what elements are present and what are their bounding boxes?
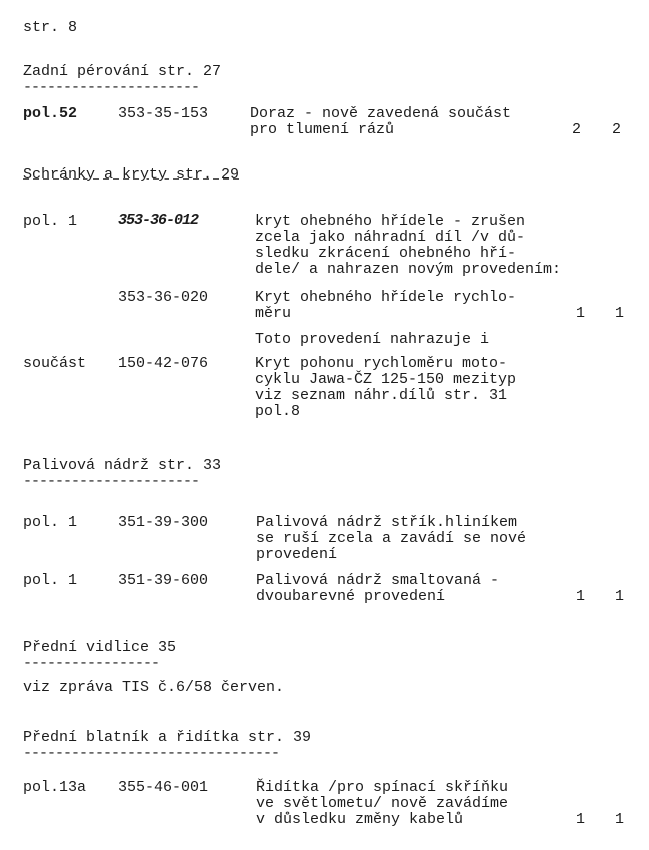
row-code: 150-42-076 bbox=[118, 355, 209, 372]
row-desc-line: pro tlumení rázů bbox=[250, 121, 395, 138]
row-pos: pol.13a bbox=[23, 779, 87, 796]
section-rule-blatnik: -------------------------------- bbox=[23, 745, 280, 762]
row-desc-line: viz seznam náhr.dílů str. 31 bbox=[255, 387, 508, 404]
row-code: 353-35-153 bbox=[118, 105, 209, 122]
row-desc-line: v důsledku změny kabelů bbox=[256, 811, 464, 828]
row-qty-2: 2 bbox=[612, 121, 622, 138]
section-heading-palivova: Palivová nádrž str. 33 bbox=[23, 457, 222, 474]
section-note-vidlice: viz zpráva TIS č.6/58 červen. bbox=[23, 679, 285, 696]
row-desc-line: Palivová nádrž smaltovaná - bbox=[256, 572, 500, 589]
row-pos: pol. 1 bbox=[23, 572, 78, 589]
row-desc-line: se ruší zcela a zavádí se nové bbox=[256, 530, 527, 547]
section-heading-schranky: Schránky a kryty str. 29 bbox=[23, 166, 240, 183]
section-heading-blatnik: Přední blatník a řidítka str. 39 bbox=[23, 729, 312, 746]
row-code-handwritten: 353-36-012 bbox=[118, 212, 199, 229]
row-qty-2: 1 bbox=[615, 588, 625, 605]
row-code: 351-39-600 bbox=[118, 572, 209, 589]
section-rule-palivova: ---------------------- bbox=[23, 473, 200, 490]
row-qty-2: 1 bbox=[615, 811, 625, 828]
row-desc-line: Řidítka /pro spínací skříňku bbox=[256, 779, 509, 796]
row-desc-line: Doraz - nově zavedená součást bbox=[250, 105, 512, 122]
row-desc-line: Kryt pohonu rychloměru moto- bbox=[255, 355, 508, 372]
page-number: str. 8 bbox=[23, 19, 78, 36]
row-desc-line: Toto provedení nahrazuje i bbox=[255, 331, 490, 348]
row-code: 353-36-020 bbox=[118, 289, 209, 306]
row-desc-line: pol.8 bbox=[255, 403, 301, 420]
row-desc-line: sledku zkrácení ohebného hří- bbox=[255, 245, 517, 262]
row-desc-line: měru bbox=[255, 305, 292, 322]
row-pos: pol. 1 bbox=[23, 213, 78, 230]
row-code: 351-39-300 bbox=[118, 514, 209, 531]
section-heading-zadni: Zadní pérování str. 27 bbox=[23, 63, 222, 80]
row-qty-1: 1 bbox=[576, 811, 586, 828]
row-desc-line: zcela jako náhradní díl /v dů- bbox=[255, 229, 526, 246]
row-pos: pol.52 bbox=[23, 105, 78, 122]
row-desc-line: Palivová nádrž střík.hliníkem bbox=[256, 514, 518, 531]
section-rule-vidlice: ----------------- bbox=[23, 655, 160, 672]
row-desc-line: cyklu Jawa-ČZ 125-150 mezityp bbox=[255, 371, 517, 388]
row-qty-1: 2 bbox=[572, 121, 582, 138]
row-desc-line: kryt ohebného hřídele - zrušen bbox=[255, 213, 526, 230]
row-desc-line: Kryt ohebného hřídele rychlo- bbox=[255, 289, 517, 306]
row-pos: součást bbox=[23, 355, 87, 372]
section-heading-vidlice: Přední vidlice 35 bbox=[23, 639, 177, 656]
row-qty-2: 1 bbox=[615, 305, 625, 322]
row-pos: pol. 1 bbox=[23, 514, 78, 531]
row-code: 355-46-001 bbox=[118, 779, 209, 796]
row-qty-1: 1 bbox=[576, 305, 586, 322]
row-desc-line: dvoubarevné provedení bbox=[256, 588, 446, 605]
row-desc-line: ve světlometu/ nově zavádíme bbox=[256, 795, 509, 812]
row-desc-line: dele/ a nahrazen novým provedením: bbox=[255, 261, 562, 278]
section-rule-zadni: ---------------------- bbox=[23, 79, 200, 96]
row-desc-line: provedení bbox=[256, 546, 338, 563]
row-qty-1: 1 bbox=[576, 588, 586, 605]
